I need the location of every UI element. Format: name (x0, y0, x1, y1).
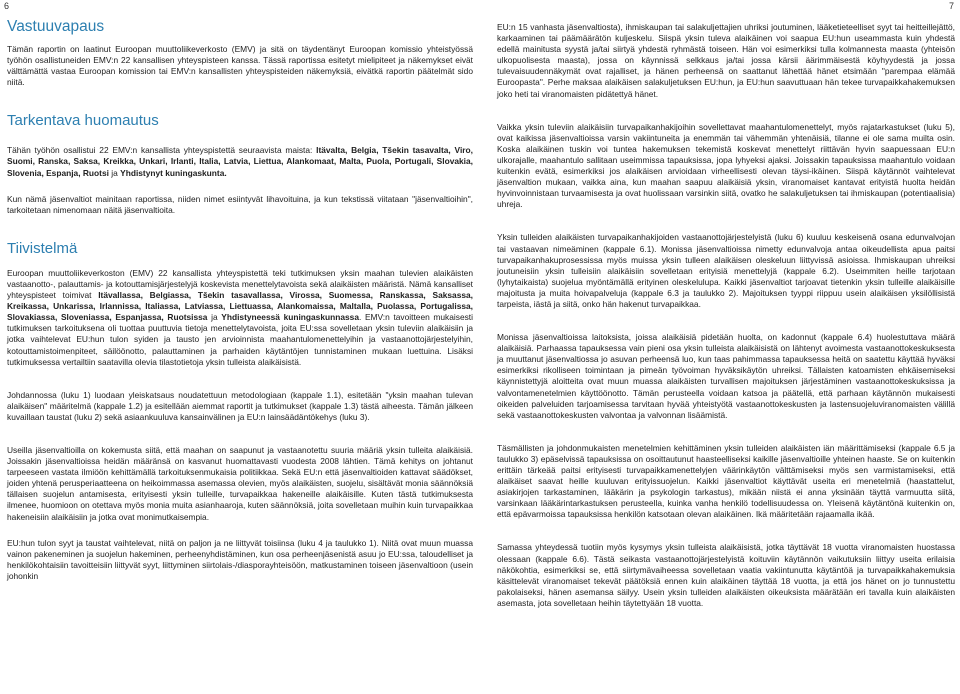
right-paragraph-6: Samassa yhteydessä tuotiin myös kysymys yksin tulleista alaikäisistä, jotka täyttävät 18 vuotta viranomaisten huostassa olessaan (kappale 6.6). Tästä seikasta vastaanottojärjestelyistä koituviin käytännön vaikutuksiin liittyy useita erilaisia näkökohtia, esimerkiksi se, että siirtymävaiheessa sovelletaan vaatia vakiintunutta käytäntöä ja turvapaikkahakemuksia käsittelevät viranomaiset tekevät päätöksiä ennen kuin alaikäinen täyttää 18 vuotta, ja että jos hänet on jo tunnustettu pakolaiseksi, hänen asemansa säilyy. Usein yksin tulleiden alaikäisten oikeuksista määrätään eri tavalla kuin alaikäisten asemasta, jota sovelletaan heihin täytettyään 18 vuotta. (497, 542, 955, 608)
clarification-and: ja (108, 167, 121, 178)
disclaimer-heading: Vastuuvapaus (7, 18, 105, 35)
summary-p1-rest: . EMV:n tavoitteen mukaisesti tutkimuksen tarkoituksena oli tuottaa puuttuvia tietoja menettelytavoista, joita EU:ssa sovelletaan yksin tuleviin alaikäisiin ja jotka vaihtelevat EU:hun tulon syiden ja tausto jen arvioinnista maahantulomenettelyihin ja vastaanottojärjestelyihin, kotouttamistoimenpiteet, säilöönotto, palauttaminen ja parhaiden käytäntöjen tunnistaminen mukaan luettuina. Lisäksi tutkimuksessa vertailtiin saatavilla olevia tilastotietoja yksin tulleista alaikäisistä. (7, 312, 473, 367)
clarification-heading: Tarkentava huomautus (7, 112, 159, 130)
summary-paragraph-3: Useilla jäsenvaltioilla on kokemusta siitä, että maahan on saapunut ja vastaanotettu suuria määriä yksin tulleita alaikäisiä. Joissakin jäsenvaltioissa heidän määränsä on kasvanut huomattavasti vuodesta 2008 lähtien. Tämä kehitys on johtanut tarpeeseen vastata ilmiöön kehittämällä tarkoituksenmukaisia politiikkaa. Sekä EU:n että jäsenvaltioiden kattavat säädökset, joiden yhtenä perusperiaatteena on heikoimmassa asemassa olevien, myös alaikäisten, suojelu, sisältävät monia säännöksiä tällaisen suojelun antamisesta, erityisesti yksin tulleille, turvapaikkaa hakeneille alaikäisille. Kuten tästä tutkimuksesta ilmenee, huomioon on otettava myös monia muita asianhaaroja, kuten säännöksiä, joita sovelletaan muihin kuin turvapaikkaa hakeneisiin alaikäisiin ja jotka ovat monimutkaisempia. (7, 444, 473, 522)
right-paragraph-1: EU:n 15 vanhasta jäsenvaltiosta), ihmiskaupan tai salakuljettajien uhriksi joutuminen, lääketieteelliset syyt tai heitteillejättö, karkaaminen tai päämäärätön kuljeskelu. Siispä yksin tuleva alaikäinen voi saapua EU:hun useammasta kuin yhdestä edellä mainitusta syystä ja/tai siirtyä yhdestä ryhmästä toiseen. Hän voi esimerkiksi tulla kolmannesta maasta (yhteisön ulkopuolisesta maasta), jossa on käynnissä selkkaus ja/tai jossa kärsii äärimmäisestä köyhyydestä ja jossa tulevaisuudennäkymät ovat rajalliset, ja hänen perheensä on saattanut lähettää hänet etsimään "parempaa elämää Euroopasta". Perhe maksaa alaikäisen salakuljetuksen EU:hun, ja EU:hun saavuttuaan hän tekee turvapaikkahakemuksen joko heti tai viranomaisten pidätettyä hänet. (497, 22, 955, 99)
summary-heading: Tiivistelmä (7, 239, 78, 257)
right-column (497, 22, 955, 609)
summary-paragraph-4: EU:hun tulon syyt ja taustat vaihtelevat, niitä on paljon ja ne liittyvät toisiinsa (luku 4 ja taulukko 1). Niitä ovat muun muassa vainon pakeneminen ja suojelun hakeminen, perheenyhdistäminen, kun osa perheenjäsenistä asuu jo EU:ssa, taloudelliset ja henkilökohtaisiin tavoitteisiin liittyvät syyt, liittyminen siirtolais-/diasporayhteisöön, matkustaminen toiseen jäsenvaltioon (usein johonkin (7, 537, 473, 581)
clarification-paragraph-1 (7, 145, 473, 178)
right-paragraph-4: Monissa jäsenvaltioissa laitoksista, joissa alaikäisiä pidetään huolta, on kadonnut (kappale 6.4) huolestuttava määrä alaikäisiä. Parhaassa tapauksessa vain pieni osa yksin tulleista alaikäisistä on lähtenyt avoimesta vastaanottokeskuksesta ja muuttanut jäsenvaltiossa jo asuvan perheensä luo, kun taas pahimmassa tapauksessa heitä on saatettu käyttää hyväksi esimerkiksi rikolliseen toimintaan ja pimeän työvoiman hyväksikäytön uhreiksi. Tällaisten katoamisten ehkäisemiseksi käynnistettyjä aloitteita ovat muun muassa alaikäisten turvallisen majoituksen järjestäminen vastaanottokeskuksissa ja valvontamenetelmien käyttöönotto. Tämän perusteella voidaan katsoa ja päätellä, että parhaan käytännön mukaisesti oikeiden palveluiden tarjoamisessa tarvitaan hyvää yhteistyötä vastaanottokeskusten ja lastensuojeluviranomaisten välillä sekä vastaanottokeskusten valvontaa ja valvonnan lisäämistä. (497, 332, 955, 420)
summary-paragraph-1 (7, 268, 473, 368)
summary-uk: Yhdistyneessä kuningaskunnassa (221, 312, 359, 323)
summary-p1-intro: Euroopan muuttoliikeverkoston (EMV) 22 kansallista yhteyspistettä teki tutkimuksen yksin maahan tulevien alaikäisten vastaanotto-, palauttamis- ja kotouttamisjärjestelyjä koskevista menettelytavoista sekä alaikäisten määristä. Nämä kansalliset yhteyspisteet toimivat (7, 267, 473, 301)
page-number-left: 6 (4, 1, 10, 11)
right-paragraph-3: Yksin tulleiden alaikäisten turvapaikanhakijoiden vastaanottojärjestelyistä (luku 6) kuuluu keskeisenä osana edunvalvojan tai vastaavan nimeäminen (kappale 6.1). Monissa jäsenvaltioissa nimetty edunvalvoja antaa oikeudellista apua paitsi turvapaikanhakuprosessissa myös muissa yksin tulleen alaikäisen oleskeluun liittyvissä asioissa. Ihmiskaupan uhreiksi joutuneisiin yksin tulleisiin alaikäisiin sovelletaan erityisiä menettelyjä (kappale 6.2). Useimmiten heille tarjotaan (lyhytaikaista) suojelua myöntämällä erityinen oleskelulupa. Kaikki jäsenvaltiot tarjoavat tietenkin yksin tulleille alaikäisille majoitusta ja muita hoivapalveluja (kappale 6.3 ja taulukko 2). Majoituksen tyyppi riippuu usein alaikäisen yksilöllisistä tarpeista, iästä ja siitä, onko hän hakenut turvapaikkaa. (497, 232, 955, 309)
clarification-intro: Tähän työhön osallistui 22 EMV:n kansallista yhteyspistettä seuraavista maista: (7, 145, 317, 156)
right-paragraph-2: Vaikka yksin tuleviin alaikäisiin turvapaikanhakijoihin sovellettavat maahantulomenettelyt, myös rajatarkastukset (luku 5), ovat kaikissa jäsenvaltioissa varsin vakiintuneita ja enemmän tai vähemmän yhtenäisiä, tilanne ei ole sama muilta osin. Koska alaikäinen tuskin voi tuntea hakemuksen tekemistä koskevat menettelyt riittävän hyvin saapuessaan EU:n ulkorajalle, maahantulo sallitaan useimmissa tapauksissa, jopa lyhyeksi ajaksi. Joissakin tapauksissa maahantulo voidaan kuitenkin evätä, esimerkiksi jos alaikäisen arvioidaan virheellisesti olevan täysi-ikäinen. Siispä käytännöt vaihtelevat jäsenvaltion mukaan, vaikka aina, kun maahan saapuu alaikäisiä yksin, viranomaiset kantavat erityistä huolta heidän hyvinvoinnistaan turvaamisesta ja ovat huolissaan varsinkin siitä, ovatko he salakuljetuksen tai ihmiskaupan (potentiaalisia) uhreja. (497, 121, 955, 210)
summary-and: ja (207, 312, 222, 323)
disclaimer-paragraph: Tämän raportin on laatinut Euroopan muuttoliikeverkosto (EMV) ja sitä on täydentänyt Euroopan komissio yhteistyössä työhön osallistuneiden EMV:n 22 kansallisen yhteyspisteen kanssa. Tässä raportissa esitetyt mielipiteet ja näkemykset eivät välttämättä vastaa Euroopan komission tai EMV:n kansallisten yhteyspisteiden näkemyksiä, eivätkä raportin päätelmät sido niitä. (7, 44, 473, 88)
summary-paragraph-2: Johdannossa (luku 1) luodaan yleiskatsaus noudatettuun metodologiaan (kappale 1.1), esitetään "yksin maahan tulevan alaikäisen" määritelmä (kappale 1.2) ja esitellään aiemmat raportit ja tutkimukset (kappale 1.3) tästä aiheesta. Tämän jälkeen kuvaillaan taustat (luku 2) sekä asiaankuuluva kansainvälinen ja EU:n lainsäädäntökehys (luku 3). (7, 389, 473, 422)
clarification-paragraph-2: Kun nämä jäsenvaltiot mainitaan raportissa, niiden nimet esiintyvät lihavoituina, ja kun tekstissä viitataan "jäsenvaltioihin", tarkoitetaan nimenomaan näitä jäsenvaltioita. (7, 193, 473, 215)
right-paragraph-5: Täsmällisten ja johdonmukaisten menetelmien kehittäminen yksin tulleiden alaikäisten iän määrittämiseksi (kappale 6.5 ja taulukko 3) epäselvissä tapauksissa on osoittautunut haasteelliseksi kaikille jäsenvaltioille yhteinen haaste. Se on kuitenkin erittäin tärkeää paitsi erityisesti turvapaikkamenettelyjen väärinkäytön välttämiseksi myös sen varmistamiseksi, että alaikäiset saavat heille kuuluvan erityissuojelun. Kaikki jäsenvaltiot käyttävät useita eri menetelmiä (haastattelut, asiakirjojen tarkastaminen, lääkärin ja psykologin tarkastus), mikään niistä ei anna yksinään täyttä varmuutta siitä, varsinkaan lääkärintarkastuksen perusteella, kuinka vanha henkilö todellisuudessa on. Yleisenä käytäntönä kuitenkin on, että epävarmoissa tapauksissa henkilön katsotaan olevan alaikäinen. Ikä määritetään rajaamalla ikää. (497, 442, 955, 520)
summary-country-list: Itävallassa, Belgiassa, Tšekin tasavallassa, Virossa, Suomessa, Ranskassa, Saksassa, Kreikassa, Unkarissa, Irlannissa, Italiassa, Latviassa, Liettuassa, Alankomaissa, Maltalla, Puolassa, Portugalissa, Slovakiassa, Sloveniassa, Espanjassa, Ruotsissa (7, 290, 474, 323)
page-number-right: 7 (948, 1, 954, 11)
clarification-uk: Yhdistynyt kuningaskunta. (120, 167, 227, 178)
left-column (7, 16, 473, 582)
clarification-country-list: Itävalta, Belgia, Tšekin tasavalta, Viro, Suomi, Ranska, Saksa, Kreikka, Unkari, Irlanti, Italia, Latvia, Liettua, Alankomaat, Malta, Puola, Portugali, Slovakia, Slovenia, Espanja, Ruotsi (7, 145, 473, 178)
